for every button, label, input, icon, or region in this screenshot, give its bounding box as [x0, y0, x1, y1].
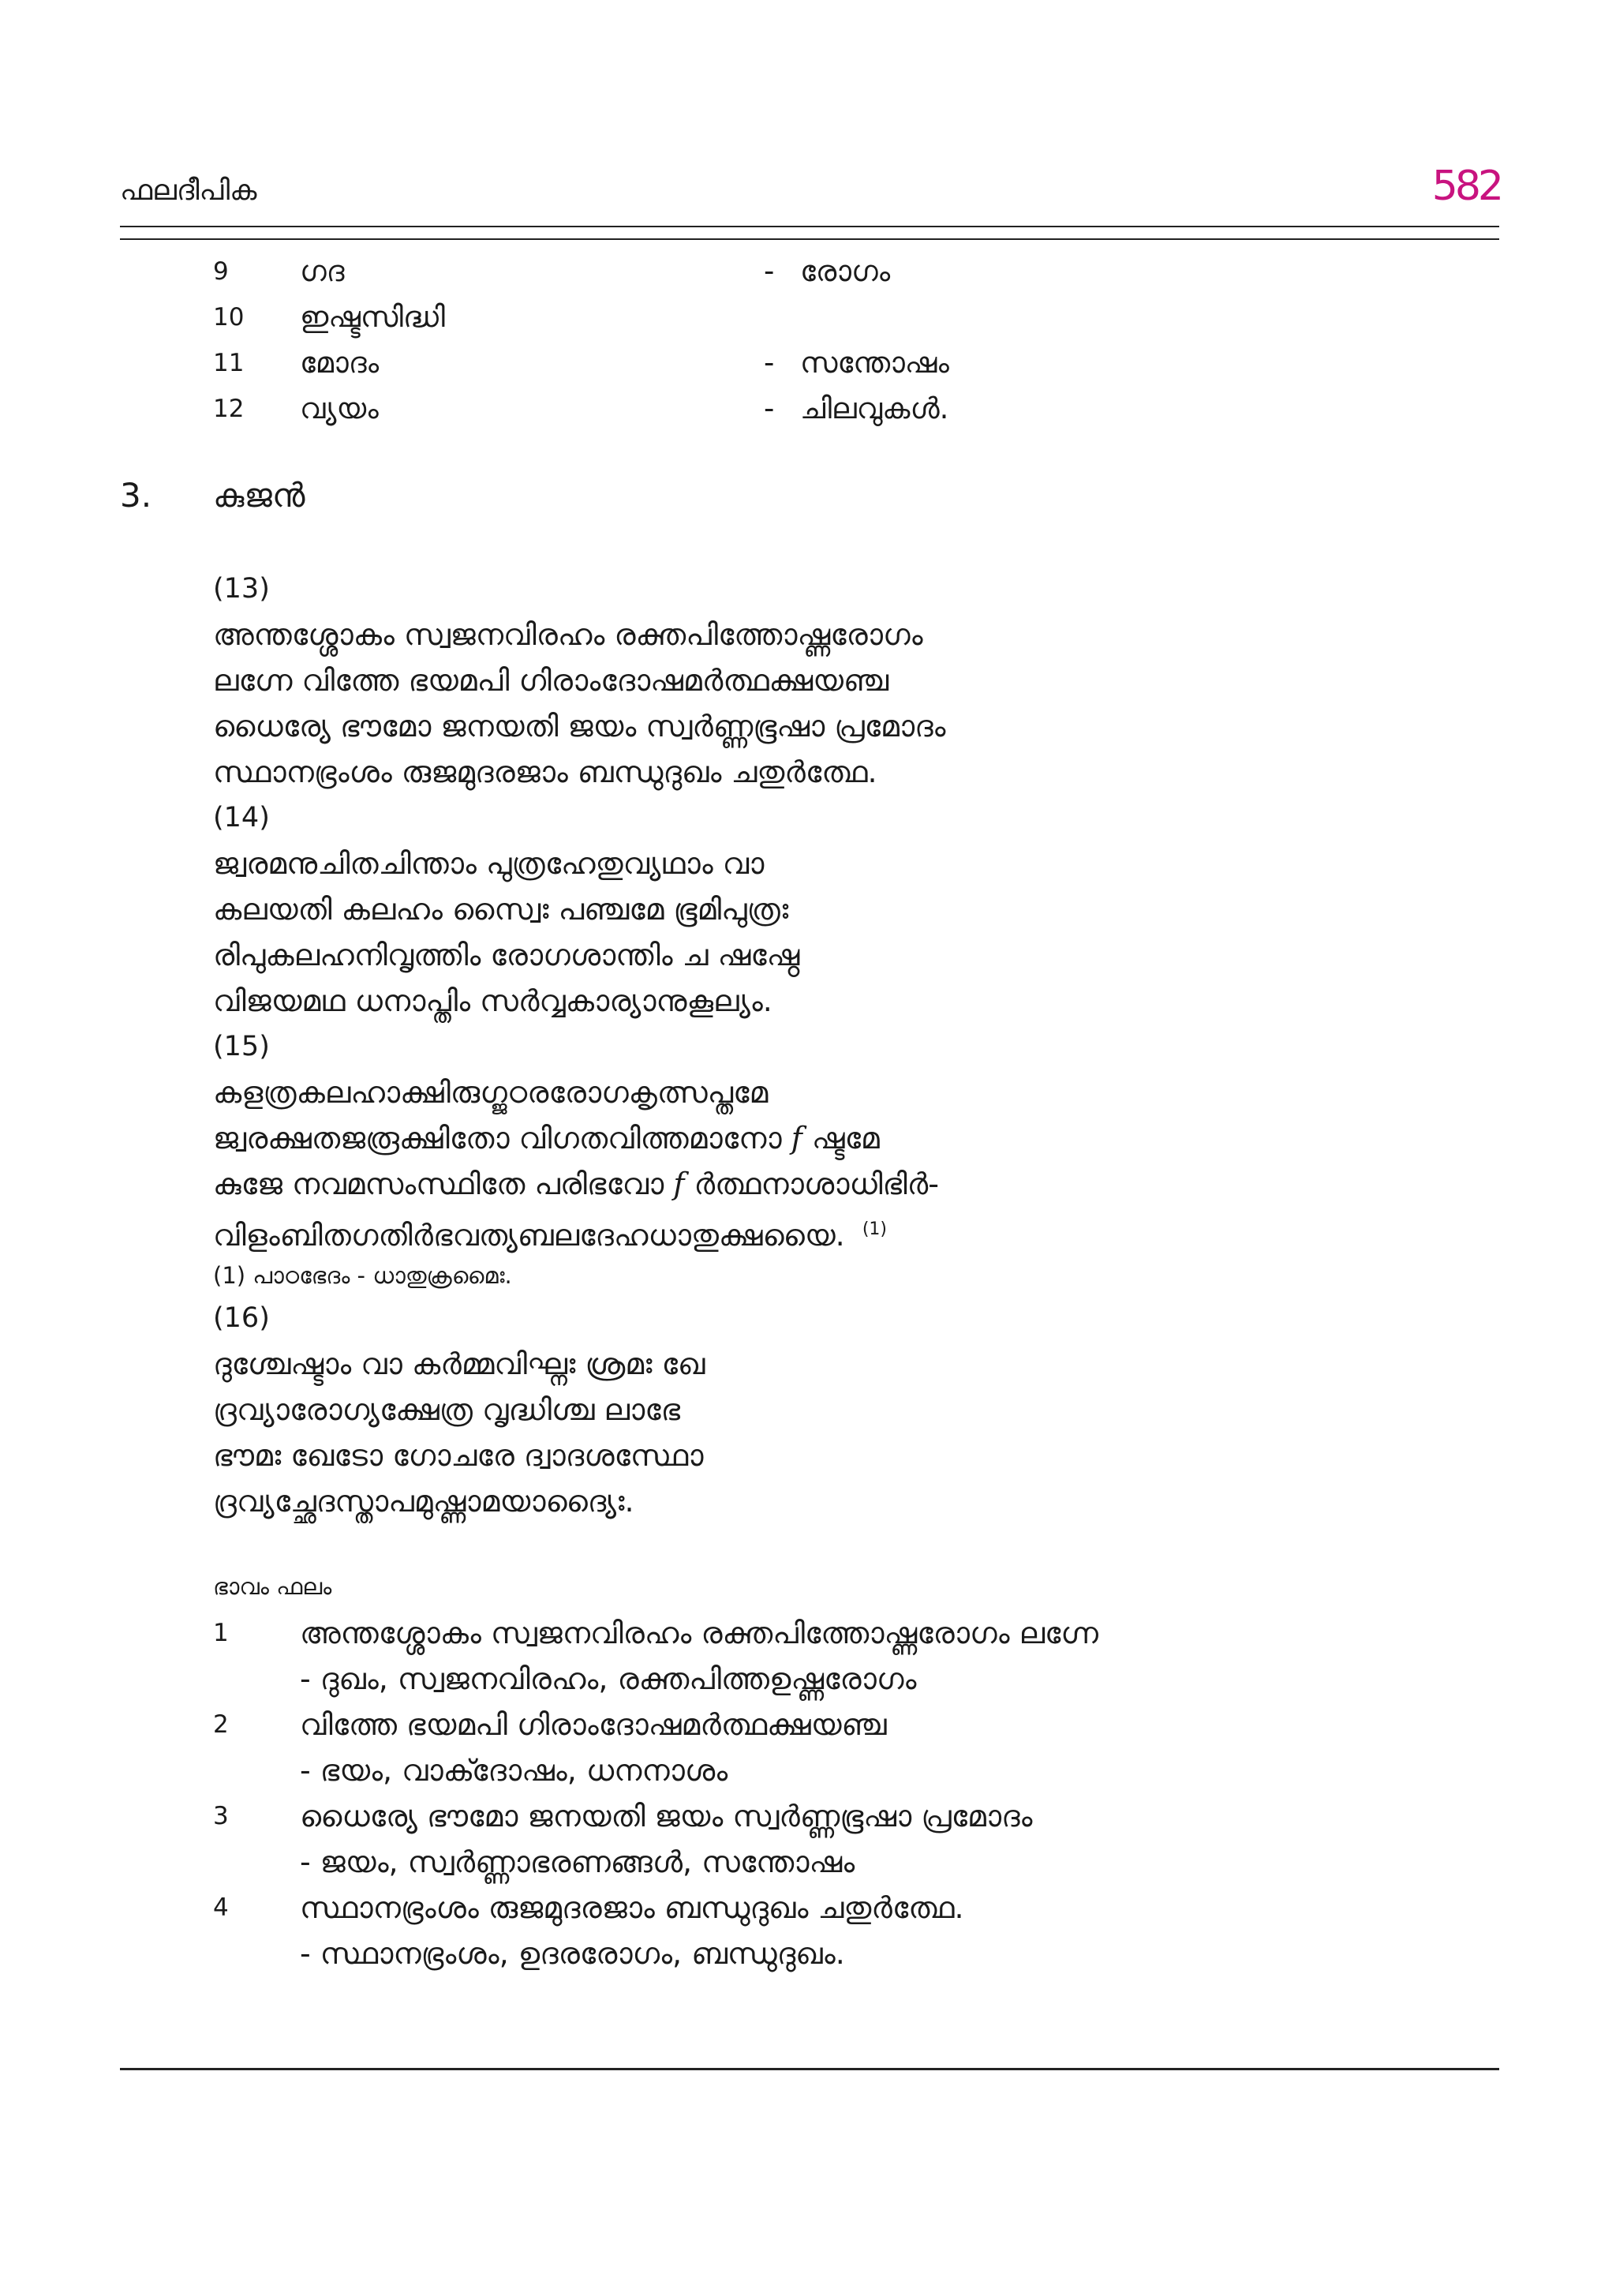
verse-line [213, 1116, 880, 1160]
header-rule-top [120, 226, 1499, 227]
verse-line: ദ്രവ്യച്ഛേദസ്താപമുഷ്ണാമയാദ്യൈഃ. [213, 1484, 634, 1519]
footer-rule [120, 2068, 1499, 2070]
verse-line: ധൈര്യേ ഭൗമോ ജനയതി ജയം സ്വർണ്ണഭൂഷാ പ്രമോദം [213, 709, 946, 743]
verse-label: (16) [213, 1302, 270, 1334]
row-meaning: ചിലവുകൾ. [800, 391, 949, 425]
verse-label: (15) [213, 1031, 270, 1062]
running-title: ഫലദീപിക [120, 174, 257, 207]
row-number: 11 [213, 349, 245, 377]
verse-line [213, 1162, 939, 1206]
verse-line: കളത്രകലഹാക്ഷിരുഗ്ജഠരരോഗകൃത്സപ്തമേ [213, 1075, 769, 1110]
bhava-number: 4 [213, 1893, 229, 1922]
footnote: (1) പാഠഭേദം - ധാതുക്രമൈഃ. [213, 1262, 512, 1289]
verse-line: അന്തശ്ശോകം സ്വജനവിരഹം രക്തപിത്തോഷ്ണരോഗം [213, 617, 923, 652]
bhava-verse: സ്ഥാനഭ്രംശം രുജമുദരജാം ബന്ധുദുഖം ചതുർത്ഥേ. [300, 1890, 964, 1925]
row-dash: - [764, 254, 775, 288]
bhava-result: - ഭയം, വാക്ദോഷം, ധനനാശം [300, 1753, 728, 1788]
verse-text: ഷ്ടമേ [811, 1121, 880, 1155]
row-term: മോദം [300, 346, 380, 380]
verse-line: രിപുകലഹനിവൃത്തിം രോഗശാന്തിം ച ഷഷ്ഠേ [213, 938, 800, 972]
verse-label: (14) [213, 802, 270, 833]
verse-line: ജ്വരമനുചിതചിന്താം പുത്രഹേതുവ്യഥാം വാ [213, 846, 765, 881]
verse-line: ദ്രവ്യാരോഗ്യക്ഷേത്ര വൃദ്ധിശ്ച ലാഭേ [213, 1392, 681, 1427]
bhava-verse: വിത്തേ ഭയമപി ഗിരാംദോഷമർത്ഥക്ഷയഞ്ച [300, 1707, 887, 1742]
verse-line [213, 1208, 887, 1257]
row-term: വ്യയം [300, 391, 379, 425]
row-term: ഗദ [300, 254, 345, 288]
bhava-result: - സ്ഥാനഭ്രംശം, ഉദരരോഗം, ബന്ധുദുഖം. [300, 1936, 845, 1971]
verse-line: ദുശ്ചേഷ്ടാം വാ കർമ്മവിഘ്നഃ ശ്രമഃ ഖേ [213, 1347, 705, 1381]
row-number: 10 [213, 303, 245, 331]
bhava-number: 1 [213, 1619, 229, 1647]
section-title: കുജൻ [213, 476, 305, 515]
bhava-verse: ധൈര്യേ ഭൗമോ ജനയതി ജയം സ്വർണ്ണഭൂഷാ പ്രമോദം [300, 1799, 1033, 1833]
verse-line: സ്ഥാനഭ്രംശം രുജമുദരജാം ബന്ധുദുഖം ചതുർത്ഥേ. [213, 755, 877, 789]
verse-glyph: f [673, 1167, 685, 1201]
verse-line: ലഗ്നേ വിത്തേ ഭയമപി ഗിരാംദോഷമർത്ഥക്ഷയഞ്ച [213, 663, 889, 698]
row-dash: - [764, 391, 775, 425]
verse-text: വിളംബിതഗതിർഭവത്യബലദേഹധാതുക്ഷയൈ. [213, 1218, 845, 1253]
verse-text: ർത്ഥനാശാധിഭിർ- [694, 1167, 939, 1201]
header-rule-bottom [120, 238, 1499, 240]
row-meaning: സന്തോഷം [800, 346, 949, 380]
bhava-number: 2 [213, 1710, 229, 1739]
footnote-marker: (1) [862, 1219, 887, 1239]
bhava-verse: അന്തശ്ശോകം സ്വജനവിരഹം രക്തപിത്തോഷ്ണരോഗം ലഗ്നേ [300, 1616, 1098, 1650]
row-meaning: രോഗം [800, 254, 891, 288]
section-number: 3. [120, 476, 152, 515]
verse-text: ജ്വരക്ഷതജരൂക്ഷിതോ വിഗതവിത്തമാനോ [213, 1121, 782, 1155]
bhava-result: - ദുഖം, സ്വജനവിരഹം, രക്തപിത്തഉഷ്ണരോഗം [300, 1661, 917, 1696]
verse-text: കുജേ നവമസംസ്ഥിതേ പരിഭവോ [213, 1167, 664, 1201]
verse-line: കലയതി കലഹം സ്വൈഃ പഞ്ചമേ ഭൂമിപുത്രഃ [213, 892, 789, 927]
verse-glyph: f [791, 1121, 802, 1155]
bhava-result: - ജയം, സ്വർണ്ണാഭരണങ്ങൾ, സന്തോഷം [300, 1845, 855, 1879]
bhava-number: 3 [213, 1802, 229, 1830]
bhava-heading: ഭാവം ഫലം [213, 1573, 332, 1600]
row-dash: - [764, 346, 775, 380]
page-number: 582 [1431, 163, 1501, 210]
row-term: ഇഷ്ടസിദ്ധി [300, 300, 445, 334]
verse-label: (13) [213, 573, 270, 605]
row-number: 9 [213, 257, 229, 286]
verse-line: വിജയമഥ ധനാപ്തിം സർവ്വകാര്യാനുകൂല്യം. [213, 983, 772, 1018]
verse-line: ഭൗമഃ ഖേടോ ഗോചരേ ദ്വാദശസ്ഥോ [213, 1438, 704, 1473]
row-number: 12 [213, 395, 245, 423]
